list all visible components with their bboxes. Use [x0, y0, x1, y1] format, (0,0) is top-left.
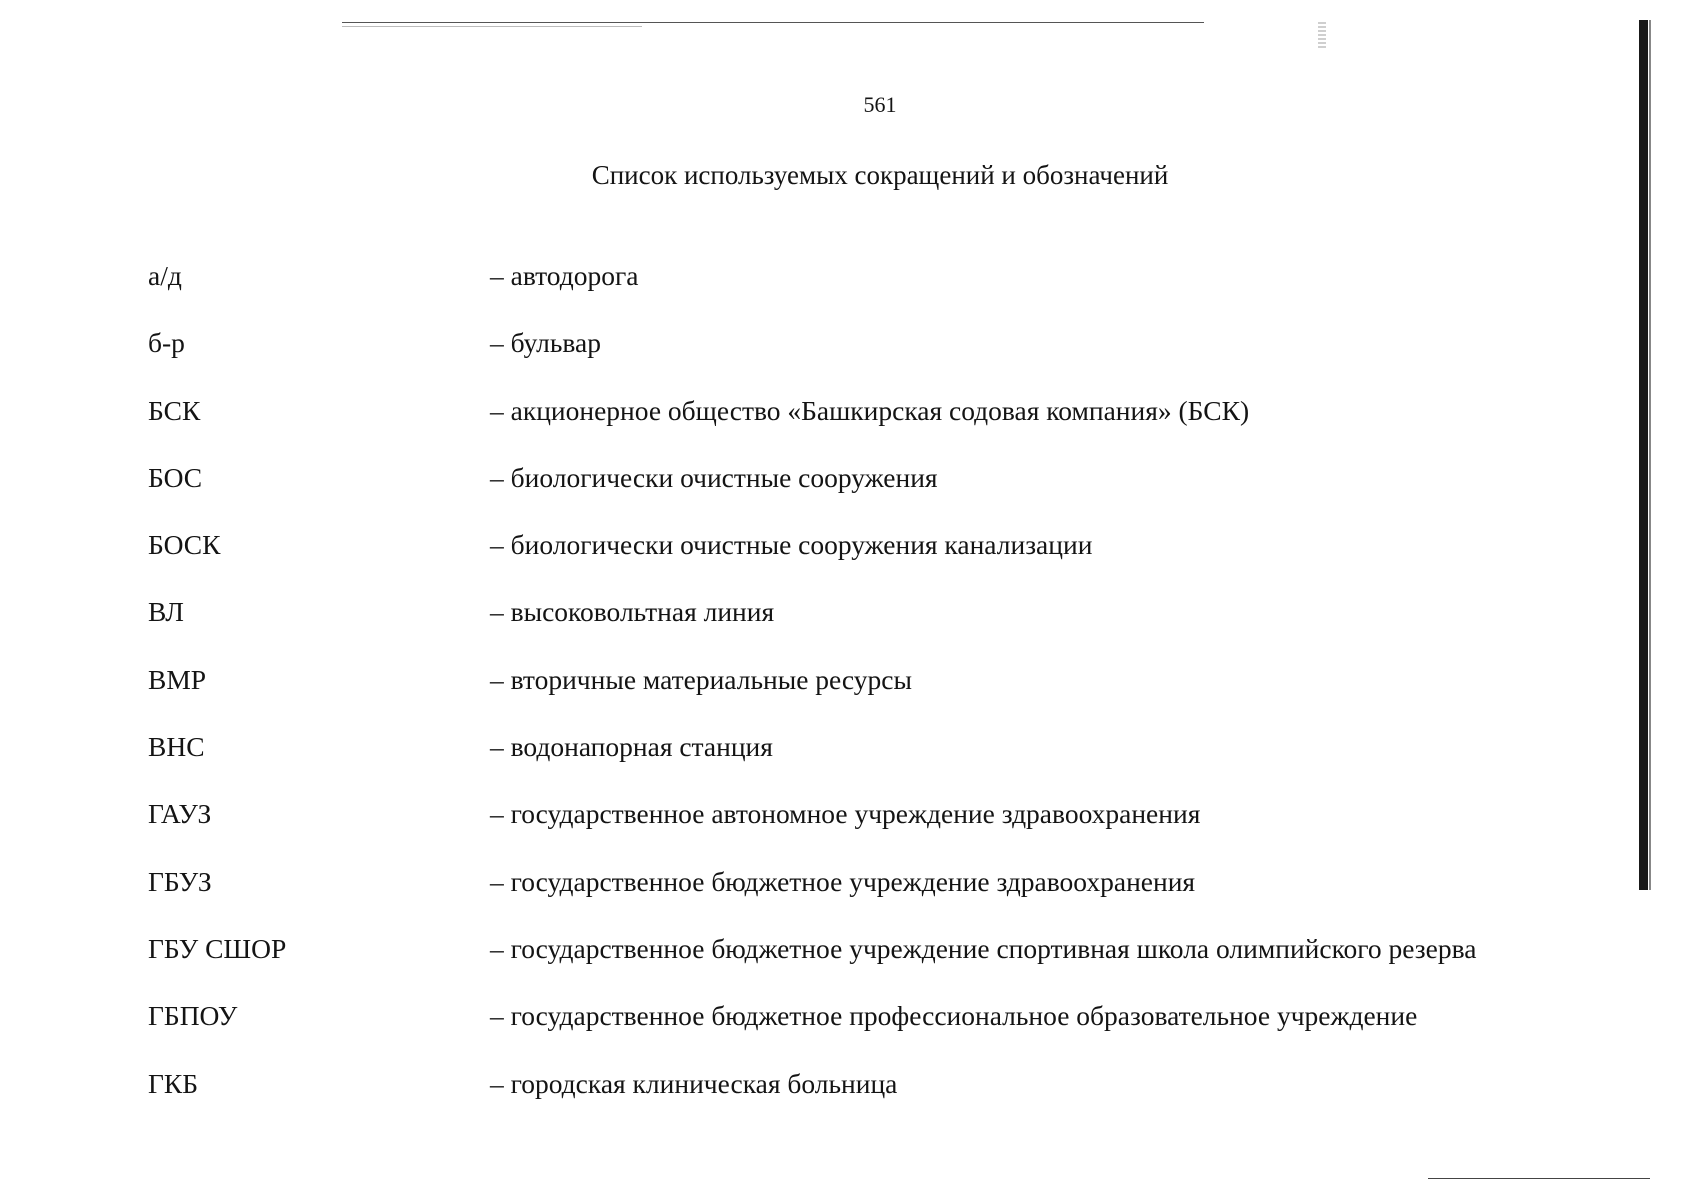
abbreviation-row: [148, 319, 1628, 386]
abbreviation-definition: – государственное бюджетное учреждение спортивная школа олимпийского резерва: [490, 932, 1477, 964]
abbreviation-definition: – акционерное общество «Башкирская содовая компания» (БСК): [490, 394, 1250, 426]
abbreviation-term: ВНС: [148, 731, 205, 763]
abbreviation-term: БОСК: [148, 529, 221, 561]
abbreviation-definition: – бульвар: [490, 327, 601, 359]
top-rule: [342, 22, 1204, 23]
abbreviation-term: ГБУЗ: [148, 865, 212, 897]
abbreviation-term: ГАУЗ: [148, 798, 212, 830]
abbreviation-term: БСК: [148, 394, 201, 426]
abbreviation-term: а/д: [148, 260, 182, 291]
top-rule-shadow: [342, 26, 642, 27]
abbreviation-definition: – водонапорная станция: [490, 731, 773, 763]
abbreviation-definition: – вторичные материальные ресурсы: [490, 663, 912, 695]
abbreviation-definition: – государственное бюджетное профессиональное образовательное учреждение: [490, 1000, 1418, 1032]
abbreviation-term: ВЛ: [148, 596, 184, 628]
abbreviation-definition: – государственное бюджетное учреждение здравоохранения: [490, 865, 1196, 897]
abbreviation-term: ГКБ: [148, 1067, 199, 1099]
abbreviation-definition: – городская клиническая больница: [490, 1067, 898, 1099]
abbreviation-definition: – государственное автономное учреждение здравоохранения: [490, 798, 1201, 830]
abbreviation-row: [148, 521, 1628, 588]
abbreviation-definition: – биологически очистные сооружения: [490, 461, 938, 493]
abbreviation-row: [148, 656, 1628, 723]
abbreviation-row: [148, 790, 1628, 857]
abbreviation-definition: – высоковольтная линия: [490, 596, 775, 628]
abbreviation-row: [148, 1060, 1628, 1127]
abbreviation-row: [148, 858, 1628, 925]
abbreviation-term: б-р: [148, 327, 185, 359]
abbreviation-term: ВМР: [148, 663, 207, 695]
abbreviation-row: [148, 992, 1628, 1059]
scan-artifact: [1318, 22, 1326, 50]
binding-edge-shadow: [1649, 20, 1651, 890]
abbreviation-row: [148, 387, 1628, 454]
abbreviation-row: [148, 723, 1628, 790]
bottom-rule: [1428, 1178, 1650, 1179]
abbreviation-row: [148, 588, 1628, 655]
abbreviation-term: ГБПОУ: [148, 1000, 238, 1032]
abbreviation-term: БОС: [148, 461, 203, 493]
page-title: Список используемых сокращений и обозначений: [591, 160, 1169, 190]
abbreviation-row: [148, 252, 1628, 319]
binding-edge: [1639, 20, 1648, 890]
page-number: 561: [863, 92, 897, 117]
abbreviation-row: [148, 454, 1628, 521]
abbreviation-row: [148, 925, 1628, 992]
abbreviation-term: ГБУ СШОР: [148, 932, 287, 964]
abbreviation-list: [148, 252, 1628, 1127]
abbreviation-definition: – автодорога: [490, 260, 639, 291]
abbreviation-definition: – биологически очистные сооружения канализации: [490, 529, 1093, 561]
